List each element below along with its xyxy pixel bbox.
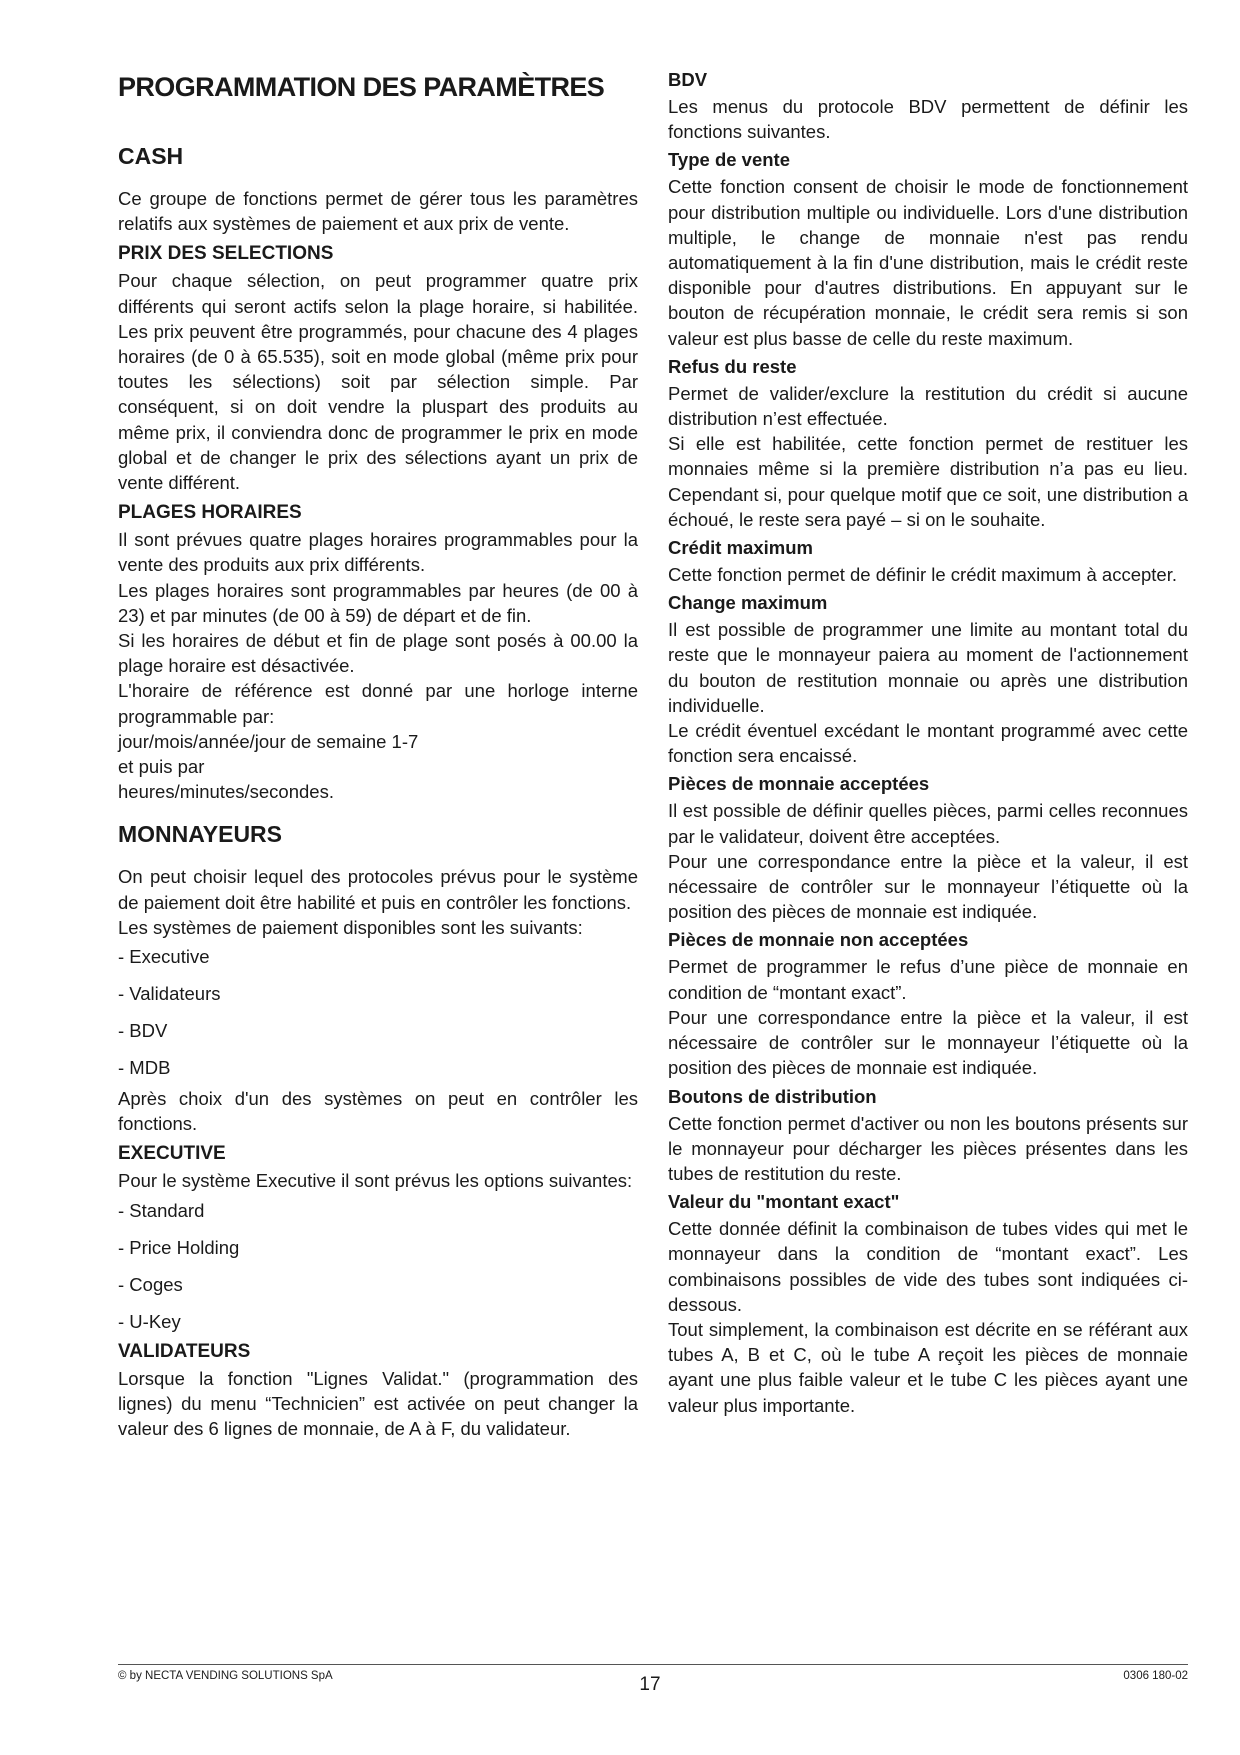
monnayeurs-heading: MONNAYEURS xyxy=(118,821,283,848)
executive-text: Pour le système Executive il sont prévus les options suivantes: xyxy=(118,1170,633,1192)
prix-text: Pour chaque sélection, on peut programmer quatre prix différents qui seront actifs selon la plage horaire, si habilitée. Les prix peuvent être programmés, pour chacune des 4 plages horaires (de 0 à 65.535), soit en mode global (même prix pour toutes les sélections) soit par sélection simple. Par conséquent, si on doit vendre la pluspart des produits au même prix, il conviendra donc de programmer le prix en mode global et de changer le prix des sélections ayant un prix de vente différent. xyxy=(118,270,638,494)
payment-systems-list xyxy=(118,944,638,1080)
bdv-heading: BDV xyxy=(668,69,708,90)
refus-reste-paragraph-2: Si elle est habilitée, cette fonction permet de restituer les monnaies même si la première distribution n’a pas eu lieu. Cependant si, pour quelque motif que ce soit, une distribution a échoué, le reste sera payé – si on le souhaite. xyxy=(668,433,1188,530)
validateurs-heading: VALIDATEURS xyxy=(118,1340,251,1362)
executive-options-list xyxy=(118,1198,638,1334)
valeur-montant-exact-paragraph-1: Cette donnée définit la combinaison de tubes vides qui met le monnayeur dans la condition de “montant exact”. Les combinaisons possibles de vide des tubes sont indiquées ci-dessous. xyxy=(668,1218,1188,1315)
valeur-montant-exact-paragraph-2: Tout simplement, la combinaison est décrite en se référant aux tubes A, B et C, où le tube A reçoit les pièces de monnaie ayant une plus faible valeur et le tube C les pièces ayant une valeur plus importante. xyxy=(668,1318,1188,1416)
refus-reste-heading: Refus du reste xyxy=(668,355,797,377)
pieces-non-acceptees-paragraph-2: Pour une correspondance entre la pièce et la valeur, il est nécessaire de contrôler sur le monnayeur l’étiquette où la position des pièces de monnaie est indiquée. xyxy=(668,1006,1188,1079)
cash-heading: CASH xyxy=(118,143,184,169)
pieces-acceptees-heading: Pièces de monnaie acceptées xyxy=(668,773,930,795)
list-item: - Validateurs xyxy=(118,983,221,1005)
monnayeurs-paragraph-2: Les systèmes de paiement disponibles sont les suivants: xyxy=(118,916,583,938)
list-item: - MDB xyxy=(118,1057,171,1079)
change-maximum-paragraph-1: Il est possible de programmer une limite au montant total du reste que le monnayeur paiera au moment de l'actionnement du bouton de restitution monnaie ou après une distribution individuelle. xyxy=(668,619,1188,716)
change-maximum-paragraph-2: Le crédit éventuel excédant le montant programmé avec cette fonction sera encaissé. xyxy=(668,720,1188,767)
boutons-distribution-heading: Boutons de distribution xyxy=(668,1085,877,1107)
list-item: - Standard xyxy=(118,1199,205,1221)
plages-paragraph-7: heures/minutes/secondes. xyxy=(118,781,334,803)
page-title: PROGRAMMATION DES PARAMÈTRES xyxy=(118,72,605,102)
plages-paragraph-5: jour/mois/année/jour de semaine 1-7 xyxy=(118,730,419,752)
list-item: - U-Key xyxy=(118,1310,181,1332)
pieces-non-acceptees-paragraph-1: Permet de programmer le refus d’une pièce de monnaie en condition de “montant exact”. xyxy=(668,956,1188,1003)
footer-copyright: © by NECTA VENDING SOLUTIONS SpA xyxy=(118,1670,333,1682)
bdv-text: Les menus du protocole BDV permettent de définir les fonctions suivantes. xyxy=(668,96,1188,143)
prix-heading: PRIX DES SELECTIONS xyxy=(118,243,334,265)
document-code: 0306 180-02 xyxy=(1123,1670,1188,1682)
plages-paragraph-2: Les plages horaires sont programmables par heures (de 00 à 23) et par minutes (de 00 à 59) de départ et de fin. xyxy=(118,579,638,626)
credit-maximum-text: Cette fonction permet de définir le crédit maximum à accepter. xyxy=(668,564,1177,586)
cash-intro: Ce groupe de fonctions permet de gérer tous les paramètres relatifs aux systèmes de paiement et aux prix de vente. xyxy=(118,188,638,235)
boutons-distribution-text: Cette fonction permet d'activer ou non les boutons présents sur le monnayeur pour décharger les pièces présentes dans les tubes de restitution du reste. xyxy=(668,1112,1188,1184)
list-item: - Executive xyxy=(118,946,210,968)
list-item: - Coges xyxy=(118,1273,183,1295)
plages-paragraph-4: L'horaire de référence est donné par une horloge interne programmable par: xyxy=(118,680,638,727)
plages-paragraph-3: Si les horaires de début et fin de plage sont posés à 00.00 la plage horaire est désactivée. xyxy=(118,630,638,677)
plages-paragraph-1: Il sont prévues quatre plages horaires programmables pour la vente des produits aux prix différents. xyxy=(118,529,638,576)
plages-heading: PLAGES HORAIRES xyxy=(118,502,302,524)
executive-heading: EXECUTIVE xyxy=(118,1143,226,1165)
left-column xyxy=(118,60,638,1441)
plages-paragraph-6: et puis par xyxy=(118,756,205,778)
list-item: - Price Holding xyxy=(118,1236,240,1258)
pieces-acceptees-paragraph-2: Pour une correspondance entre la pièce et la valeur, il est nécessaire de contrôler sur le monnayeur l’étiquette où la position des pièces de monnaie est indiquée. xyxy=(668,850,1188,923)
monnayeurs-paragraph-1: On peut choisir lequel des protocoles prévus pour le système de paiement doit être habilité et puis en contrôler les fonctions. xyxy=(118,866,638,913)
pieces-acceptees-paragraph-1: Il est possible de définir quelles pièces, parmi celles reconnues par le validateur, doivent être acceptées. xyxy=(668,800,1188,847)
credit-maximum-heading: Crédit maximum xyxy=(668,537,813,559)
pieces-non-acceptees-heading: Pièces de monnaie non acceptées xyxy=(668,929,969,951)
footer-divider xyxy=(118,1664,1188,1665)
validateurs-text: Lorsque la fonction "Lignes Validat." (programmation des lignes) du menu “Technicien” est activée on peut changer la valeur des 6 lignes de monnaie, de A à F, du validateur. xyxy=(118,1367,638,1440)
page-number: 17 xyxy=(639,1674,661,1695)
change-maximum-heading: Change maximum xyxy=(668,592,828,614)
right-column xyxy=(668,60,1188,1418)
list-item: - BDV xyxy=(118,1020,168,1042)
type-vente-text: Cette fonction consent de choisir le mode de fonctionnement pour distribution multiple ou individuelle. Lors d'une distribution multiple, le change de monnaie n'est pas rendu automatiquement à la fin d'une distribution, mais le crédit reste disponible pour d'autres distributions. En appuyant sur le bouton de récupération monnaie, le crédit sera remis si son valeur est plus basse de celle du reste maximum. xyxy=(668,176,1188,349)
monnayeurs-paragraph-3: Après choix d'un des systèmes on peut en contrôler les fonctions. xyxy=(118,1088,638,1135)
valeur-montant-exact-heading: Valeur du "montant exact" xyxy=(668,1191,900,1213)
refus-reste-paragraph-1: Permet de valider/exclure la restitution du crédit si aucune distribution n’est effectuée. xyxy=(668,382,1188,430)
type-vente-heading: Type de vente xyxy=(668,149,791,171)
